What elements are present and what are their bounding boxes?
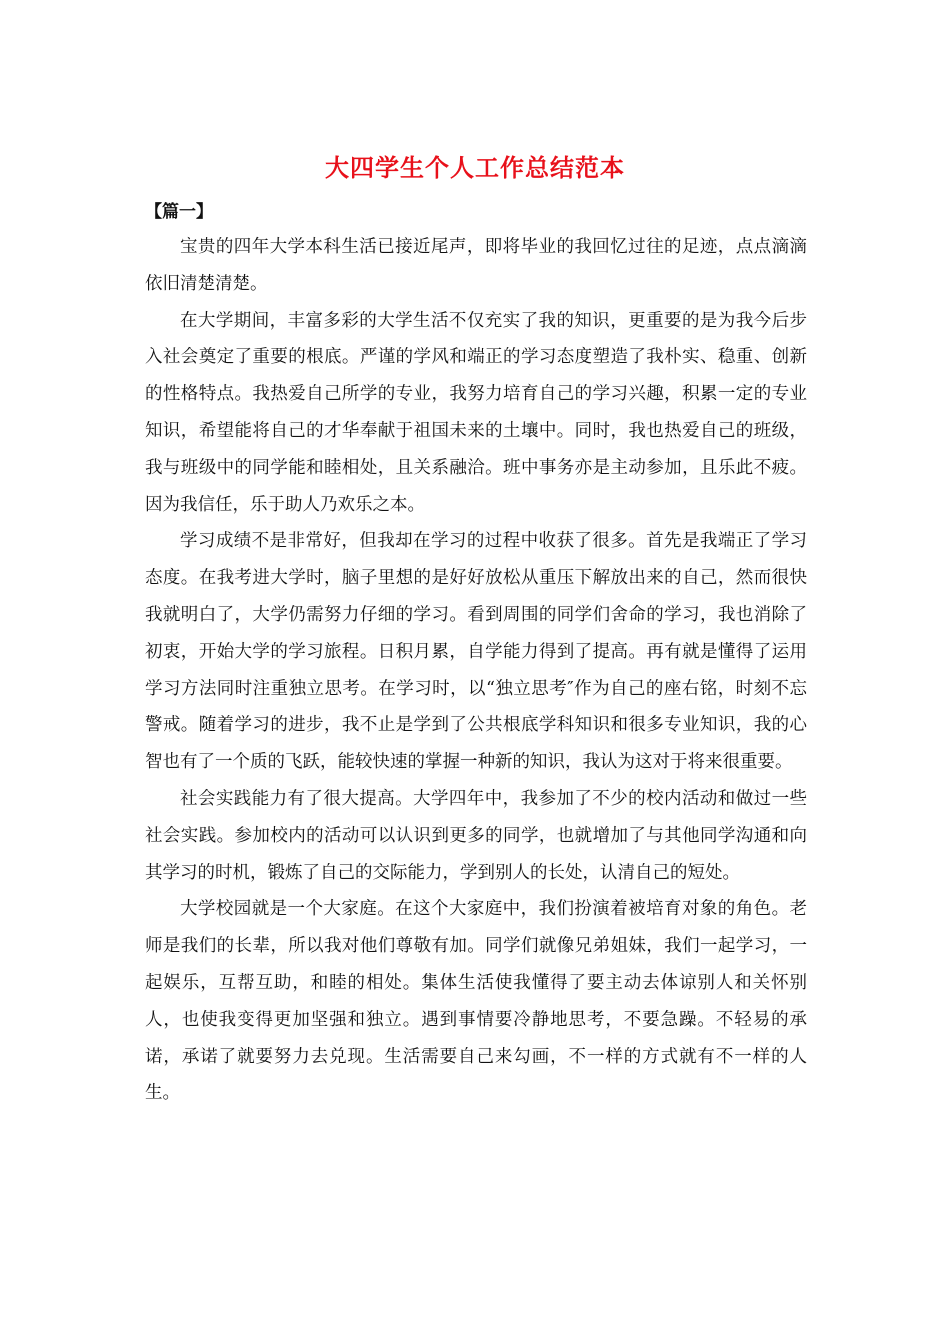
paragraph: 大学校园就是一个大家庭。在这个大家庭中，我们扮演着被培育对象的角色。老师是我们的长辈，所以我对他们尊敬有加。同学们就像兄弟姐妹，我们一起学习，一起娱乐，互帮互助，和睦的相处。集体生活使我懂得了要主动去体谅别人和关怀别人，也使我变得更加坚强和独立。遇到事情要冷静地思考，不要急躁。不轻易的承诺，承诺了就要努力去兑现。生活需要自己来勾画，不一样的方式就有不一样的人生。 — [145, 899, 807, 1104]
document-body — [145, 229, 807, 1112]
paragraph: 宝贵的四年大学本科生活已接近尾声，即将毕业的我回忆过往的足迹，点点滴滴依旧清楚清楚。 — [145, 237, 807, 294]
paragraph: 在大学期间，丰富多彩的大学生活不仅充实了我的知识，更重要的是为我今后步入社会奠定了重要的根底。严谨的学风和端正的学习态度塑造了我朴实、稳重、创新的性格特点。我热爱自己所学的专业，我努力培育自己的学习兴趣，积累一定的专业知识，希望能将自己的才华奉献于祖国未来的土壤中。同时，我也热爱自己的班级，我与班级中的同学能和睦相处，且关系融洽。班中事务亦是主动参加，且乐此不疲。因为我信任，乐于助人乃欢乐之本。 — [145, 310, 807, 515]
document-title: 大四学生个人工作总结范本 — [325, 153, 625, 182]
paragraph: 社会实践能力有了很大提高。大学四年中，我参加了不少的校内活动和做过一些社会实践。参加校内的活动可以认识到更多的同学，也就增加了与其他同学沟通和向其学习的时机，锻炼了自己的交际能力，学到别人的长处，认清自己的短处。 — [145, 788, 807, 883]
section-heading: 【篇一】 — [145, 202, 213, 222]
paragraph: 学习成绩不是非常好，但我却在学习的过程中收获了很多。首先是我端正了学习态度。在我考进大学时，脑子里想的是好好放松从重压下解放出来的自己，然而很快我就明白了，大学仍需努力仔细的学习。看到周围的同学们舍命的学习，我也消除了初衷，开始大学的学习旅程。日积月累，自学能力得到了提高。再有就是懂得了运用学习方法同时注重独立思考。在学习时，以“独立思考″作为自己的座右铭，时刻不忘警戒。随着学习的进步，我不止是学到了公共根底学科知识和很多专业知识，我的心智也有了一个质的飞跃，能较快速的掌握一种新的知识，我认为这对于将来很重要。 — [145, 531, 807, 773]
